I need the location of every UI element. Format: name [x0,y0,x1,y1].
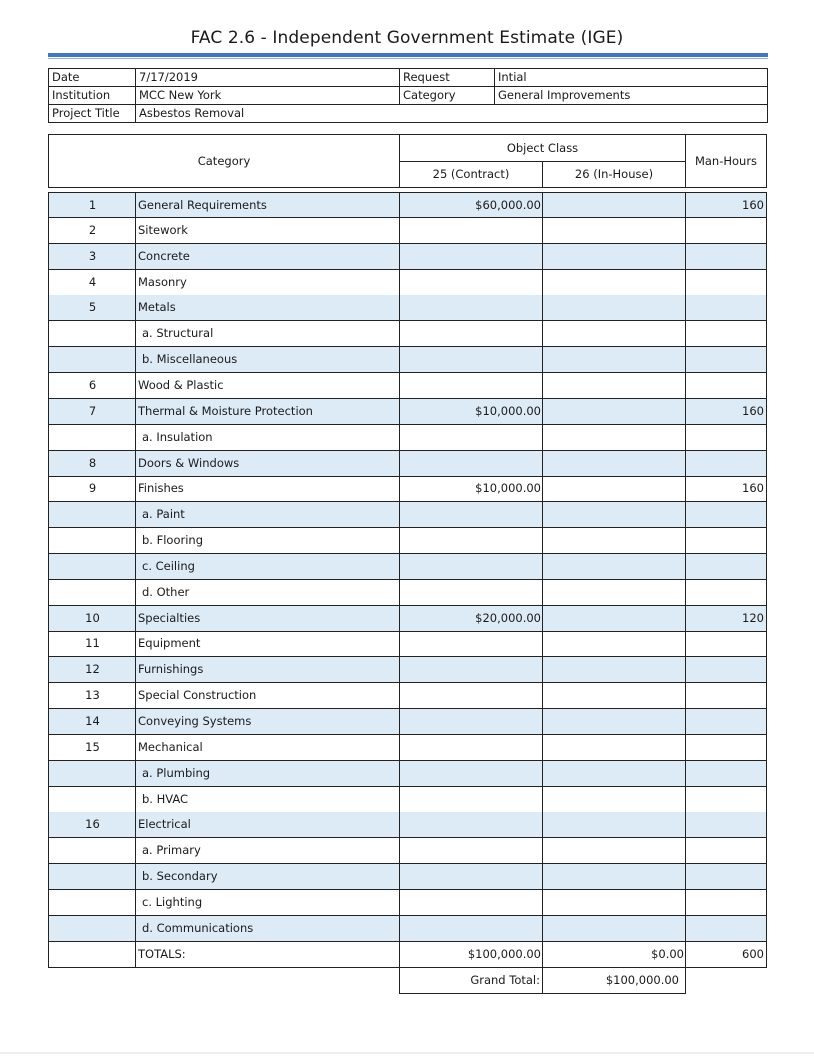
table-row [48,295,767,321]
row-category: b. Secondary [135,864,400,890]
row-contract-amount: $10,000.00 [399,476,543,502]
row-number: 13 [48,683,136,709]
table-row [48,528,767,554]
row-number [48,890,136,916]
row-inhouse-amount [542,554,686,580]
row-number: 2 [48,218,136,244]
row-manhours [685,709,767,735]
row-inhouse-amount [542,192,686,218]
row-inhouse-amount [542,347,686,373]
table-row [48,890,767,916]
table-row [48,735,767,761]
row-number: 5 [48,295,136,321]
table-row [48,373,767,399]
row-manhours [685,657,767,683]
row-number [48,761,136,787]
row-number [48,864,136,890]
row-category: Wood & Plastic [135,373,400,399]
row-category: Furnishings [135,657,400,683]
table-row [48,399,767,425]
table-row [48,244,767,270]
table-row [48,812,767,838]
row-contract-amount [399,528,543,554]
row-manhours [685,735,767,761]
row-number: 11 [48,631,136,657]
row-inhouse-amount [542,838,686,864]
row-category: Sitework [135,218,400,244]
institution-label: Institution [48,86,136,105]
row-inhouse-amount [542,502,686,528]
row-category: a. Plumbing [135,761,400,787]
row-inhouse-amount [542,735,686,761]
institution-value: MCC New York [135,86,400,105]
row-category: d. Communications [135,916,400,942]
row-manhours [685,890,767,916]
row-number [48,838,136,864]
row-number [48,528,136,554]
row-category: d. Other [135,580,400,606]
row-number: 15 [48,735,136,761]
table-row [48,864,767,890]
row-category: Finishes [135,476,400,502]
contract-header: 25 (Contract) [399,161,543,188]
row-contract-amount [399,244,543,270]
row-number [48,321,136,347]
row-contract-amount [399,657,543,683]
row-manhours [685,761,767,787]
row-contract-amount [399,270,543,296]
row-number: 16 [48,812,136,838]
row-category: Specialties [135,606,400,632]
row-manhours [685,812,767,838]
row-manhours [685,864,767,890]
manhours-header: Man-Hours [685,134,767,188]
row-manhours [685,502,767,528]
row-inhouse-amount [542,244,686,270]
row-number: 6 [48,373,136,399]
row-contract-amount [399,683,543,709]
row-category: Doors & Windows [135,451,400,477]
row-category: Mechanical [135,735,400,761]
table-row [48,554,767,580]
table-row [48,347,767,373]
row-number [48,787,136,813]
row-inhouse-amount [542,399,686,425]
totals-row [48,942,767,968]
title-rule-thin [48,58,768,59]
row-contract-amount [399,347,543,373]
object-class-header: Object Class [399,134,686,162]
row-inhouse-amount [542,425,686,451]
totals-contract: $100,000.00 [399,942,543,968]
table-row [48,838,767,864]
row-inhouse-amount [542,476,686,502]
row-manhours [685,218,767,244]
table-row [48,683,767,709]
row-category: a. Paint [135,502,400,528]
totals-blank [48,942,136,968]
row-inhouse-amount [542,916,686,942]
totals-label: TOTALS: [135,942,400,968]
row-category: Equipment [135,631,400,657]
row-contract-amount [399,787,543,813]
category-value: General Improvements [494,86,768,105]
scan-edge [0,1052,814,1054]
row-inhouse-amount [542,864,686,890]
category-header: Category [48,134,400,188]
row-category: Special Construction [135,683,400,709]
row-inhouse-amount [542,528,686,554]
row-category: a. Insulation [135,425,400,451]
row-number [48,425,136,451]
request-label: Request [399,68,495,87]
table-row [48,451,767,477]
row-contract-amount: $60,000.00 [399,192,543,218]
project-title-value: Asbestos Removal [135,104,768,123]
request-value: Intial [494,68,768,87]
table-row [48,580,767,606]
inhouse-header: 26 (In-House) [542,161,686,188]
row-category: Electrical [135,812,400,838]
row-number: 4 [48,270,136,296]
row-number: 9 [48,476,136,502]
row-number [48,580,136,606]
row-inhouse-amount [542,761,686,787]
row-contract-amount [399,812,543,838]
row-manhours [685,683,767,709]
grand-total-label: Grand Total: [399,968,543,994]
row-contract-amount [399,554,543,580]
row-category: Conveying Systems [135,709,400,735]
table-row [48,476,767,502]
row-number: 12 [48,657,136,683]
row-contract-amount [399,502,543,528]
row-category: b. Miscellaneous [135,347,400,373]
row-contract-amount [399,218,543,244]
row-category: Concrete [135,244,400,270]
date-label: Date [48,68,136,87]
row-contract-amount [399,425,543,451]
row-manhours [685,787,767,813]
row-inhouse-amount [542,812,686,838]
row-category: b. HVAC [135,787,400,813]
table-row [48,709,767,735]
row-manhours [685,528,767,554]
totals-manhours: 600 [685,942,767,968]
row-contract-amount [399,864,543,890]
table-row [48,657,767,683]
row-manhours [685,631,767,657]
row-manhours [685,373,767,399]
table-row [48,270,767,296]
table-row [48,631,767,657]
row-inhouse-amount [542,580,686,606]
table-row [48,425,767,451]
row-contract-amount [399,451,543,477]
row-category: Thermal & Moisture Protection [135,399,400,425]
row-manhours [685,451,767,477]
grand-total-value: $100,000.00 [542,968,686,994]
row-number: 8 [48,451,136,477]
row-number: 1 [48,192,136,218]
page-title: FAC 2.6 - Independent Government Estimate (IGE) [190,28,624,48]
row-category: c. Ceiling [135,554,400,580]
row-inhouse-amount [542,709,686,735]
row-manhours [685,916,767,942]
row-number [48,347,136,373]
row-number: 10 [48,606,136,632]
row-inhouse-amount [542,890,686,916]
row-inhouse-amount [542,631,686,657]
row-manhours [685,347,767,373]
row-manhours [685,838,767,864]
row-inhouse-amount [542,606,686,632]
table-row [48,606,767,632]
table-row [48,916,767,942]
row-contract-amount: $10,000.00 [399,399,543,425]
row-contract-amount [399,631,543,657]
totals-inhouse: $0.00 [542,942,686,968]
row-contract-amount: $20,000.00 [399,606,543,632]
row-contract-amount [399,321,543,347]
row-manhours [685,321,767,347]
row-contract-amount [399,890,543,916]
row-inhouse-amount [542,373,686,399]
title-rule [48,53,768,57]
row-inhouse-amount [542,295,686,321]
project-title-label: Project Title [48,104,136,123]
table-row [48,321,767,347]
date-value: 7/17/2019 [135,68,400,87]
row-contract-amount [399,838,543,864]
row-number [48,916,136,942]
row-manhours: 120 [685,606,767,632]
row-contract-amount [399,916,543,942]
row-inhouse-amount [542,218,686,244]
row-contract-amount [399,295,543,321]
row-category: Masonry [135,270,400,296]
row-contract-amount [399,761,543,787]
table-row [48,192,767,218]
row-manhours [685,244,767,270]
row-manhours: 160 [685,192,767,218]
row-manhours: 160 [685,399,767,425]
row-inhouse-amount [542,683,686,709]
row-category: Metals [135,295,400,321]
row-inhouse-amount [542,270,686,296]
row-number: 7 [48,399,136,425]
project-info-block [48,68,768,126]
row-inhouse-amount [542,321,686,347]
row-contract-amount [399,709,543,735]
row-inhouse-amount [542,657,686,683]
row-number: 14 [48,709,136,735]
table-row [48,218,767,244]
row-category: a. Primary [135,838,400,864]
row-category: c. Lighting [135,890,400,916]
row-number [48,554,136,580]
row-contract-amount [399,373,543,399]
table-row [48,787,767,813]
row-number: 3 [48,244,136,270]
row-manhours: 160 [685,476,767,502]
table-row [48,502,767,528]
table-row [48,761,767,787]
row-contract-amount [399,580,543,606]
row-inhouse-amount [542,451,686,477]
row-manhours [685,270,767,296]
row-inhouse-amount [542,787,686,813]
row-manhours [685,554,767,580]
row-manhours [685,580,767,606]
row-contract-amount [399,735,543,761]
row-category: b. Flooring [135,528,400,554]
row-number [48,502,136,528]
row-category: General Requirements [135,192,400,218]
category-label: Category [399,86,495,105]
row-manhours [685,295,767,321]
row-category: a. Structural [135,321,400,347]
row-manhours [685,425,767,451]
